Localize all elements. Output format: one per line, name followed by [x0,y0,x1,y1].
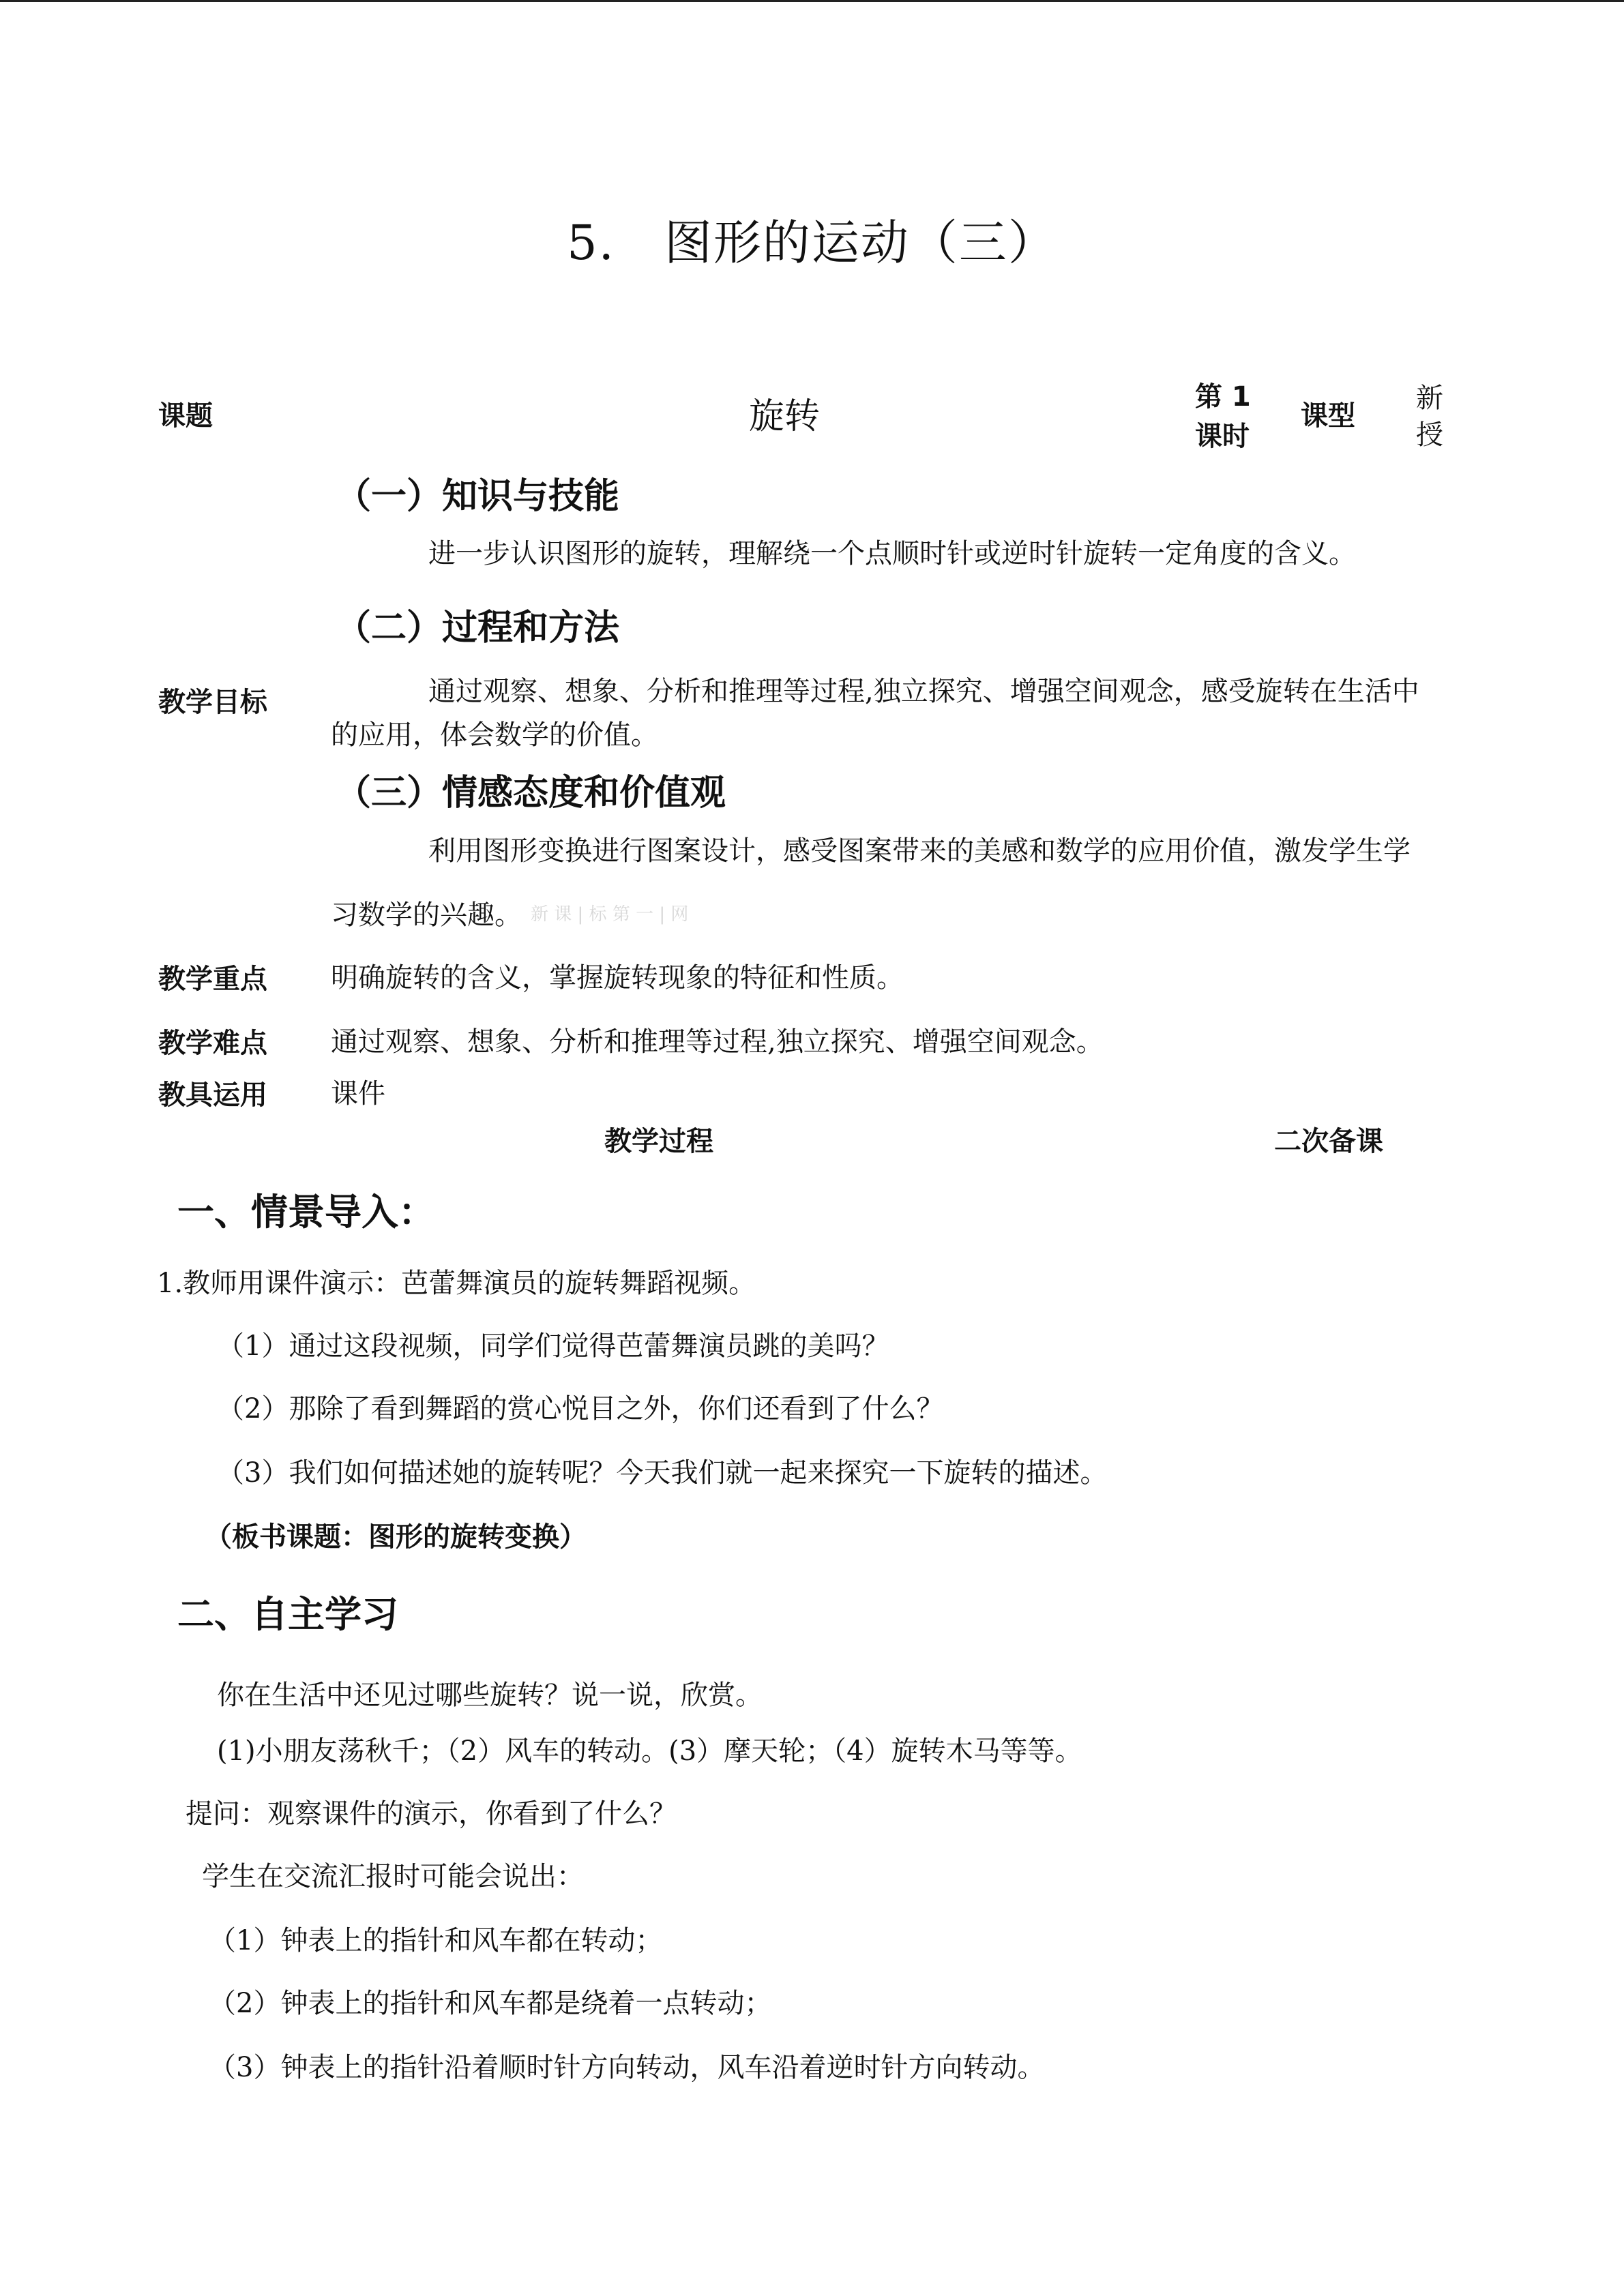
section2-paragraph1: 你在生活中还见过哪些旋转？说一说，欣赏。 [217,1680,763,1711]
period-label-line1: 第 1 [1195,381,1251,413]
tools-label: 教具运用 [158,1079,267,1111]
objective-section-process-title: （二）过程和方法 [336,608,620,648]
objective-attitude-text-line2: 习数学的兴趣。 [331,899,522,931]
document-title: 5. 图形的运动（三） [567,215,1057,271]
objective-process-text-line1: 通过观察、想象、分析和推理等过程,独立探究、增强空间观念，感受旋转在生活中 [428,676,1419,707]
section2-paragraph3: 提问：观察课件的演示，你看到了什么？ [186,1798,677,1830]
section2-title: 二、自主学习 [177,1593,398,1636]
period-label-line2: 课时 [1195,421,1250,452]
section2-answer3: （3）钟表上的指针沿着顺时针方向转动，风车沿着逆时针方向转动。 [209,2052,1045,2083]
type-value-line1: 新 [1416,383,1443,414]
topic-value: 旋转 [749,396,821,437]
section2-answer1: （1）钟表上的指针和风车都在转动； [209,1925,663,1956]
type-label: 课型 [1301,400,1355,432]
difficulties-value: 通过观察、想象、分析和推理等过程,独立探究、增强空间观念。 [331,1026,1104,1058]
section1-question2: （2）那除了看到舞蹈的赏心悦目之外，你们还看到了什么？ [217,1393,944,1425]
topic-label: 课题 [158,400,213,432]
section1-question3: （3）我们如何描述她的旋转呢？今天我们就一起来探究一下旋转的描述。 [217,1457,1108,1489]
objective-process-text-line2: 的应用，体会数学的价值。 [331,719,658,751]
process-header: 教学过程 [604,1126,713,1157]
top-border-line [0,0,1624,2]
section1-question1: （1）通过这段视频，同学们觉得芭蕾舞演员跳的美吗？ [217,1330,889,1362]
key-points-label: 教学重点 [158,964,267,995]
type-value-line2: 授 [1416,419,1443,451]
key-points-value: 明确旋转的含义，掌握旋转现象的特征和性质。 [331,962,904,994]
watermark-text: 新 课 | 标 第 一 | 网 [531,904,689,925]
tools-value: 课件 [331,1078,385,1109]
objectives-label: 教学目标 [158,687,267,718]
section1-item1: 1.教师用课件演示：芭蕾舞演员的旋转舞蹈视频。 [157,1268,756,1299]
section2-answer2: （2）钟表上的指针和风车都是绕着一点转动； [209,1988,772,2019]
objective-knowledge-text: 进一步认识图形的旋转，理解绕一个点顺时针或逆时针旋转一定角度的含义。 [428,538,1356,569]
difficulties-label: 教学难点 [158,1028,267,1059]
section1-board-title: （板书课题：图形的旋转变换） [205,1521,587,1553]
objective-attitude-text-line1: 利用图形变换进行图案设计，感受图案带来的美感和数学的应用价值，激发学生学 [428,835,1411,867]
second-prep-header: 二次备课 [1274,1126,1383,1157]
section2-paragraph4: 学生在交流汇报时可能会说出： [202,1861,584,1892]
objective-section-knowledge-title: （一）知识与技能 [336,476,620,517]
section2-paragraph2: (1)小朋友荡秋千；（2）风车的转动。(3）摩天轮；（4）旋转木马等等。 [217,1735,1082,1767]
objective-section-attitude-title: （三）情感态度和价值观 [336,773,726,814]
section1-title: 一、情景导入： [177,1191,435,1234]
